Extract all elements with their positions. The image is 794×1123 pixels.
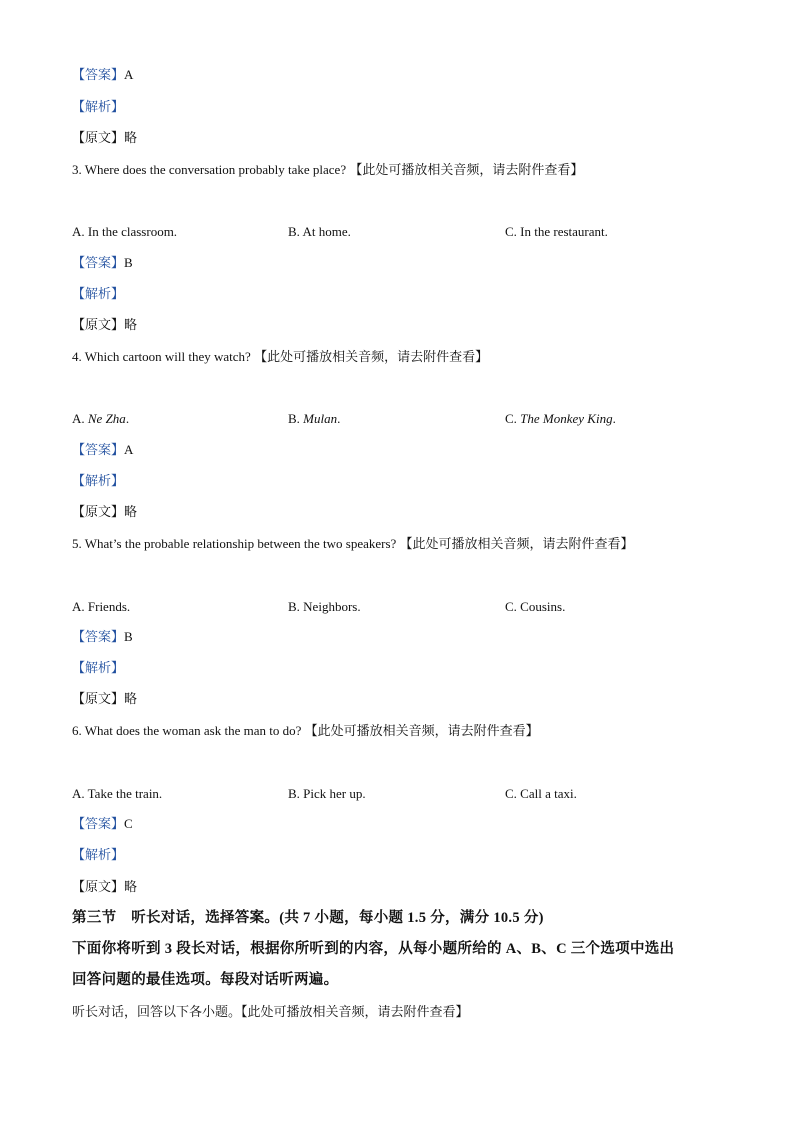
answer-value: A bbox=[124, 67, 134, 82]
answer-line-q5 bbox=[72, 628, 133, 646]
options-row-3 bbox=[72, 223, 732, 241]
option-a: A. Take the train. bbox=[72, 786, 163, 801]
question-stem-5: 5. What’s the probable relationship between the two speakers? 【此处可播放相关音频，请去附件查看】 bbox=[72, 536, 634, 551]
analysis-line-q4 bbox=[72, 472, 124, 490]
analysis-tag: 【解析】 bbox=[72, 847, 125, 862]
option-b: B. At home. bbox=[288, 224, 351, 239]
analysis-tag: 【解析】 bbox=[72, 286, 125, 301]
option-c: C. The Monkey King. bbox=[505, 411, 616, 426]
option-a-title: Ne Zha bbox=[87, 411, 126, 426]
original-tag: 【原文】 bbox=[72, 504, 125, 519]
section3-instruction-line1: 下面你将听到 3 段长对话，根据你所听到的内容，从每小题所给的 A、B、C 三个选项中选出 bbox=[72, 941, 675, 957]
original-value: 略 bbox=[124, 130, 138, 145]
original-value: 略 bbox=[124, 879, 138, 894]
original-tag: 【原文】 bbox=[72, 879, 125, 894]
section3-prompt: 听长对话，回答以下各小题。【此处可播放相关音频，请去附件查看】 bbox=[72, 1004, 469, 1019]
original-value: 略 bbox=[124, 691, 138, 706]
answer-tag: 【答案】 bbox=[72, 255, 125, 270]
original-line-q6 bbox=[72, 878, 137, 896]
options-row-4 bbox=[72, 410, 732, 428]
section3-instruction-line2: 回答问题的最佳选项。每段对话听两遍。 bbox=[72, 972, 339, 988]
answer-tag: 【答案】 bbox=[72, 629, 125, 644]
analysis-tag: 【解析】 bbox=[72, 99, 125, 114]
answer-tag: 【答案】 bbox=[72, 442, 125, 457]
original-value: 略 bbox=[124, 504, 138, 519]
options-row-6 bbox=[72, 785, 732, 803]
analysis-line-q3 bbox=[72, 285, 124, 303]
analysis-line-q2 bbox=[72, 98, 124, 116]
original-tag: 【原文】 bbox=[72, 130, 125, 145]
original-tag: 【原文】 bbox=[72, 317, 125, 332]
option-a: A. Friends. bbox=[72, 599, 131, 614]
option-a: A. In the classroom. bbox=[72, 224, 178, 239]
option-c: C. Cousins. bbox=[505, 599, 566, 614]
original-line-q5 bbox=[72, 690, 137, 708]
option-c: C. In the restaurant. bbox=[505, 224, 608, 239]
original-line-q4 bbox=[72, 503, 137, 521]
question-stem-4: 4. Which cartoon will they watch? 【此处可播放相关音频，请去附件查看】 bbox=[72, 349, 489, 364]
original-tag: 【原文】 bbox=[72, 691, 125, 706]
original-line-q3 bbox=[72, 316, 137, 334]
answer-line-q2 bbox=[72, 66, 133, 84]
question-stem-6: 6. What does the woman ask the man to do? 【此处可播放相关音频，请去附件查看】 bbox=[72, 723, 539, 738]
option-c-title: The Monkey King bbox=[520, 411, 613, 426]
answer-value: B bbox=[124, 629, 133, 644]
option-b: B. Neighbors. bbox=[288, 599, 361, 614]
option-b: B. Mulan. bbox=[288, 411, 341, 426]
answer-tag: 【答案】 bbox=[72, 816, 125, 831]
original-value: 略 bbox=[124, 317, 138, 332]
section3-heading: 第三节 听长对话，选择答案。(共 7 小题，每小题 1.5 分，满分 10.5 分) bbox=[72, 910, 544, 926]
analysis-line-q6 bbox=[72, 846, 124, 864]
analysis-tag: 【解析】 bbox=[72, 473, 125, 488]
option-c: C. Call a taxi. bbox=[505, 786, 577, 801]
question-stem-3: 3. Where does the conversation probably take place? 【此处可播放相关音频，请去附件查看】 bbox=[72, 162, 584, 177]
option-b: B. Pick her up. bbox=[288, 786, 366, 801]
option-b-title: Mulan bbox=[303, 411, 338, 426]
options-row-5 bbox=[72, 598, 732, 616]
analysis-line-q5 bbox=[72, 659, 124, 677]
option-a: A. Ne Zha. bbox=[72, 411, 130, 426]
answer-tag: 【答案】 bbox=[72, 67, 125, 82]
answer-value: B bbox=[124, 255, 133, 270]
original-line-q2 bbox=[72, 129, 137, 147]
answer-line-q6 bbox=[72, 815, 133, 833]
answer-value: A bbox=[124, 442, 134, 457]
answer-line-q3 bbox=[72, 254, 133, 272]
answer-line-q4 bbox=[72, 441, 133, 459]
answer-value: C bbox=[124, 816, 133, 831]
analysis-tag: 【解析】 bbox=[72, 660, 125, 675]
